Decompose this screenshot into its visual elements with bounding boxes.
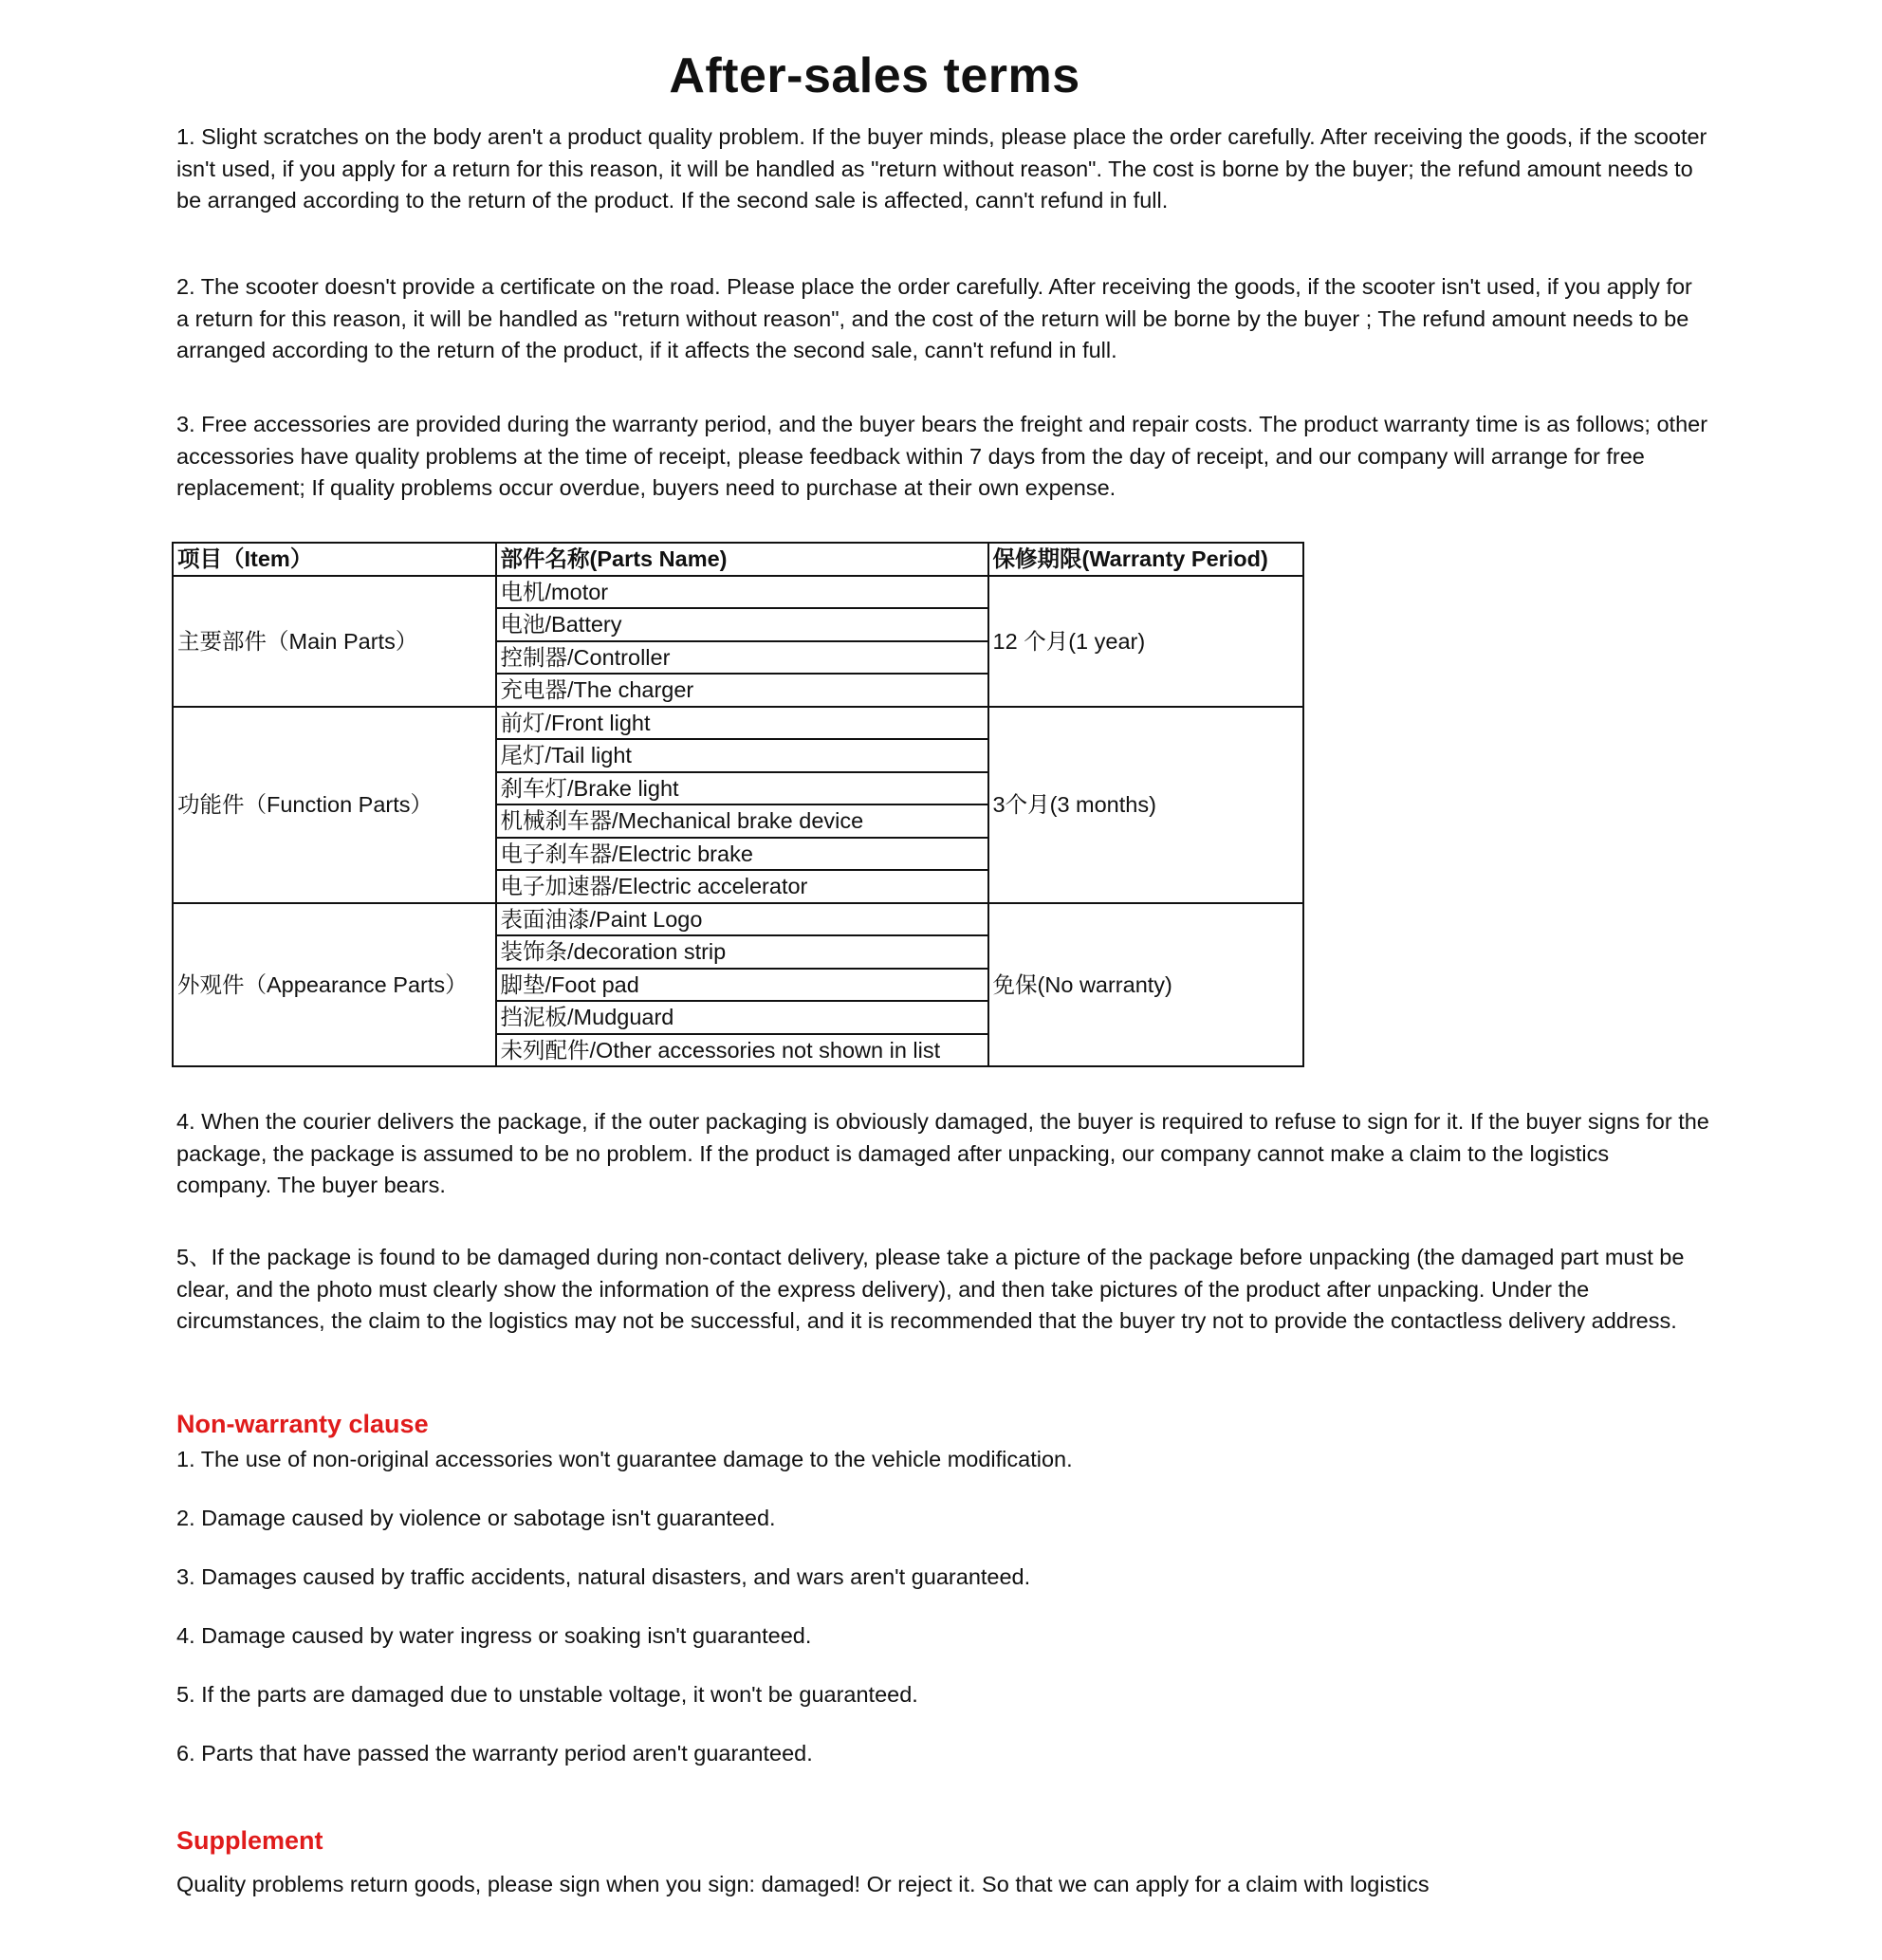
part-cell: 前灯/Front light: [496, 707, 988, 740]
table-row: [173, 707, 1303, 740]
part-cell: 脚垫/Foot pad: [496, 969, 988, 1002]
term-paragraph-3: 3. Free accessories are provided during the warranty period, and the buyer bears the freight and repair costs. The product warranty time is as follows; other accessories have quality problems at the time of receipt, please feedback within 7 days from the day of receipt, and our company will arrange for free replacement; If quality problems occur overdue, buyers need to purchase at their own expense.: [176, 412, 1708, 500]
non-warranty-item-1: 1. The use of non-original accessories won't guarantee damage to the vehicle modification.: [176, 1447, 1073, 1471]
non-warranty-item-4: 4. Damage caused by water ingress or soaking isn't guaranteed.: [176, 1623, 812, 1648]
part-cell: 机械刹车器/Mechanical brake device: [496, 804, 988, 838]
table-header-row: [173, 543, 1303, 576]
table-row: [173, 576, 1303, 609]
part-cell: 尾灯/Tail light: [496, 739, 988, 772]
non-warranty-item-6: 6. Parts that have passed the warranty period aren't guaranteed.: [176, 1741, 813, 1766]
part-cell: 电子刹车器/Electric brake: [496, 838, 988, 871]
term-paragraph-4: 4. When the courier delivers the package, if the outer packaging is obviously damaged, the buyer is required to refuse to sign for it. If the buyer signs for the package, the package is assumed to be no problem. If the product is damaged after unpacking, our company cannot make a claim to the logistics company. The buyer bears.: [176, 1109, 1709, 1197]
header-parts-name: 部件名称(Parts Name): [496, 543, 988, 576]
group-item-main: 主要部件（Main Parts）: [173, 576, 496, 707]
part-cell: 电机/motor: [496, 576, 988, 609]
part-cell: 充电器/The charger: [496, 674, 988, 707]
term-paragraph-2: 2. The scooter doesn't provide a certificate on the road. Please place the order carefully. After receiving the goods, if the scooter isn't used, if you apply for a return for this reason, it will be handled as "return without reason", and the cost of the return will be borne by the buyer ; The refund amount needs to be arranged according to the return of the product, if it affects the second sale, cann't refund in full.: [176, 274, 1692, 362]
group-item-appearance: 外观件（Appearance Parts）: [173, 903, 496, 1067]
group-period-function: 3个月(3 months): [988, 707, 1303, 903]
group-period-main: 12 个月(1 year): [988, 576, 1303, 707]
non-warranty-item-3: 3. Damages caused by traffic accidents, natural disasters, and wars aren't guaranteed.: [176, 1564, 1031, 1589]
warranty-table: [172, 542, 1304, 1067]
supplement-text: Quality problems return goods, please sign when you sign: damaged! Or reject it. So that we can apply for a claim with logistics: [176, 1872, 1430, 1896]
part-cell: 挡泥板/Mudguard: [496, 1001, 988, 1034]
header-item: 项目（Item）: [173, 543, 496, 576]
part-cell: 刹车灯/Brake light: [496, 772, 988, 805]
non-warranty-item-2: 2. Damage caused by violence or sabotage isn't guaranteed.: [176, 1506, 776, 1530]
part-cell: 装饰条/decoration strip: [496, 935, 988, 969]
non-warranty-heading: Non-warranty clause: [176, 1410, 429, 1438]
part-cell: 控制器/Controller: [496, 641, 988, 675]
group-period-appearance: 免保(No warranty): [988, 903, 1303, 1067]
part-cell: 电子加速器/Electric accelerator: [496, 870, 988, 903]
part-cell: 未列配件/Other accessories not shown in list: [496, 1034, 988, 1067]
page-title: After-sales terms: [669, 48, 1080, 103]
group-item-function: 功能件（Function Parts）: [173, 707, 496, 903]
term-paragraph-5: 5、If the package is found to be damaged during non-contact delivery, please take a picture of the package before unpacking (the damaged part must be clear, and the photo must clearly show the information of the express delivery), and then take pictures of the product after unpacking. Under the circumstances, the claim to the logistics may not be successful, and it is recommended that the buyer try not to provide the contactless delivery address.: [176, 1245, 1685, 1333]
non-warranty-item-5: 5. If the parts are damaged due to unstable voltage, it won't be guaranteed.: [176, 1682, 918, 1707]
header-warranty-period: 保修期限(Warranty Period): [988, 543, 1303, 576]
part-cell: 电池/Battery: [496, 608, 988, 641]
table-row: [173, 903, 1303, 936]
part-cell: 表面油漆/Paint Logo: [496, 903, 988, 936]
supplement-heading: Supplement: [176, 1826, 323, 1855]
term-paragraph-1: 1. Slight scratches on the body aren't a product quality problem. If the buyer minds, please place the order carefully. After receiving the goods, if the scooter isn't used, if you apply for a return for this reason, it will be handled as "return without reason". The cost is borne by the buyer; the refund amount needs to be arranged according to the return of the product. If the second sale is affected, cann't refund in full.: [176, 124, 1707, 213]
